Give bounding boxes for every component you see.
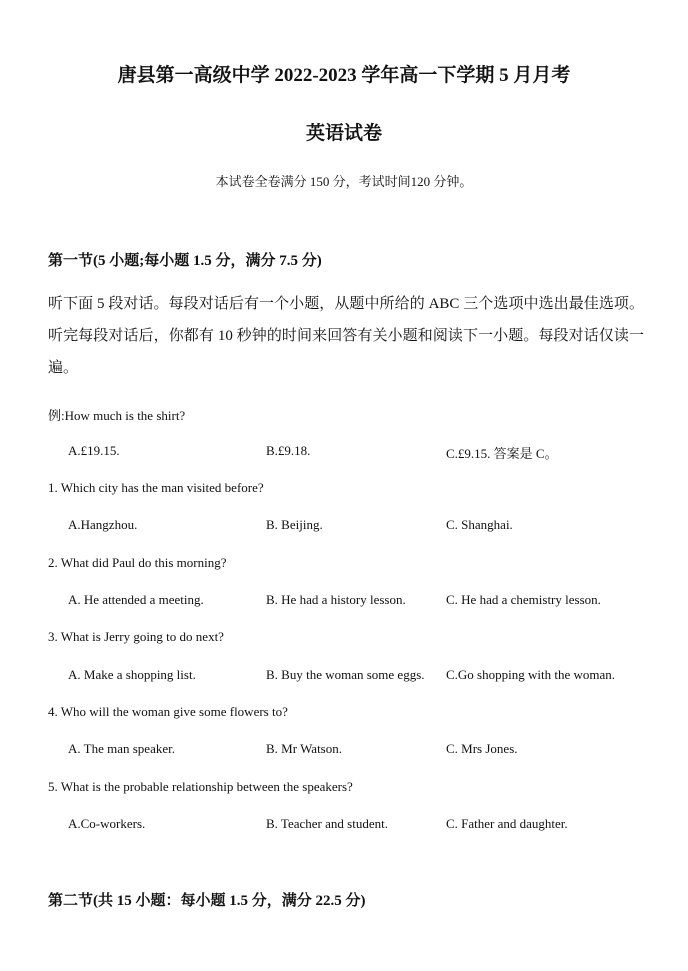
section-1-heading: 第一节(5 小题;每小题 1.5 分，满分 7.5 分)	[48, 253, 322, 269]
question-5-option-c: C. Father and daughter.	[446, 816, 568, 831]
question-5-option-b: B. Teacher and student.	[266, 816, 388, 831]
page-subtitle: 英语试卷	[305, 123, 382, 144]
page-title: 唐县第一高级中学 2022-2023 学年高一下学期 5 月月考	[117, 65, 571, 86]
section-1-instructions: 听下面 5 段对话。每段对话后有一个小题，从题中所给的 ABC 三个选项中选出最佳选项。听完每段对话后，你都有 10 秒钟的时间来回答有关小题和阅读下一小题。每段对话仅读一遍。	[48, 296, 644, 376]
question-3-option-a: A. Make a shopping list.	[68, 667, 196, 682]
question-4-option-a: A. The man speaker.	[68, 741, 175, 756]
example-option-a: A.£19.15.	[68, 443, 120, 458]
question-3-text: 3. What is Jerry going to do next?	[48, 629, 224, 644]
question-3-option-b: B. Buy the woman some eggs.	[266, 667, 425, 682]
question-4-option-c: C. Mrs Jones.	[446, 741, 518, 756]
section-2-heading: 第二节(共 15 小题：每小题 1.5 分，满分 22.5 分)	[48, 893, 366, 909]
question-2-option-b: B. He had a history lesson.	[266, 592, 406, 607]
question-3-option-c: C.Go shopping with the woman.	[446, 667, 615, 682]
question-2-option-c: C. He had a chemistry lesson.	[446, 592, 601, 607]
question-1-option-a: A.Hangzhou.	[68, 517, 138, 532]
example-question: 例:How much is the shirt?	[48, 408, 186, 423]
question-2-text: 2. What did Paul do this morning?	[48, 555, 227, 570]
exam-note: 本试卷全卷满分 150 分，考试时间120 分钟。	[215, 174, 473, 189]
example-option-b: B.£9.18.	[266, 443, 311, 458]
question-1-option-c: C. Shanghai.	[446, 517, 513, 532]
question-5-text: 5. What is the probable relationship between the speakers?	[48, 779, 353, 794]
question-4-text: 4. Who will the woman give some flowers to?	[48, 704, 288, 719]
question-1-option-b: B. Beijing.	[266, 517, 323, 532]
question-5-option-a: A.Co-workers.	[68, 816, 146, 831]
question-4-option-b: B. Mr Watson.	[266, 741, 342, 756]
question-2-option-a: A. He attended a meeting.	[68, 592, 204, 607]
example-option-c: C.£9.15. 答案是 C。	[446, 446, 558, 461]
question-1-text: 1. Which city has the man visited before?	[48, 480, 264, 495]
